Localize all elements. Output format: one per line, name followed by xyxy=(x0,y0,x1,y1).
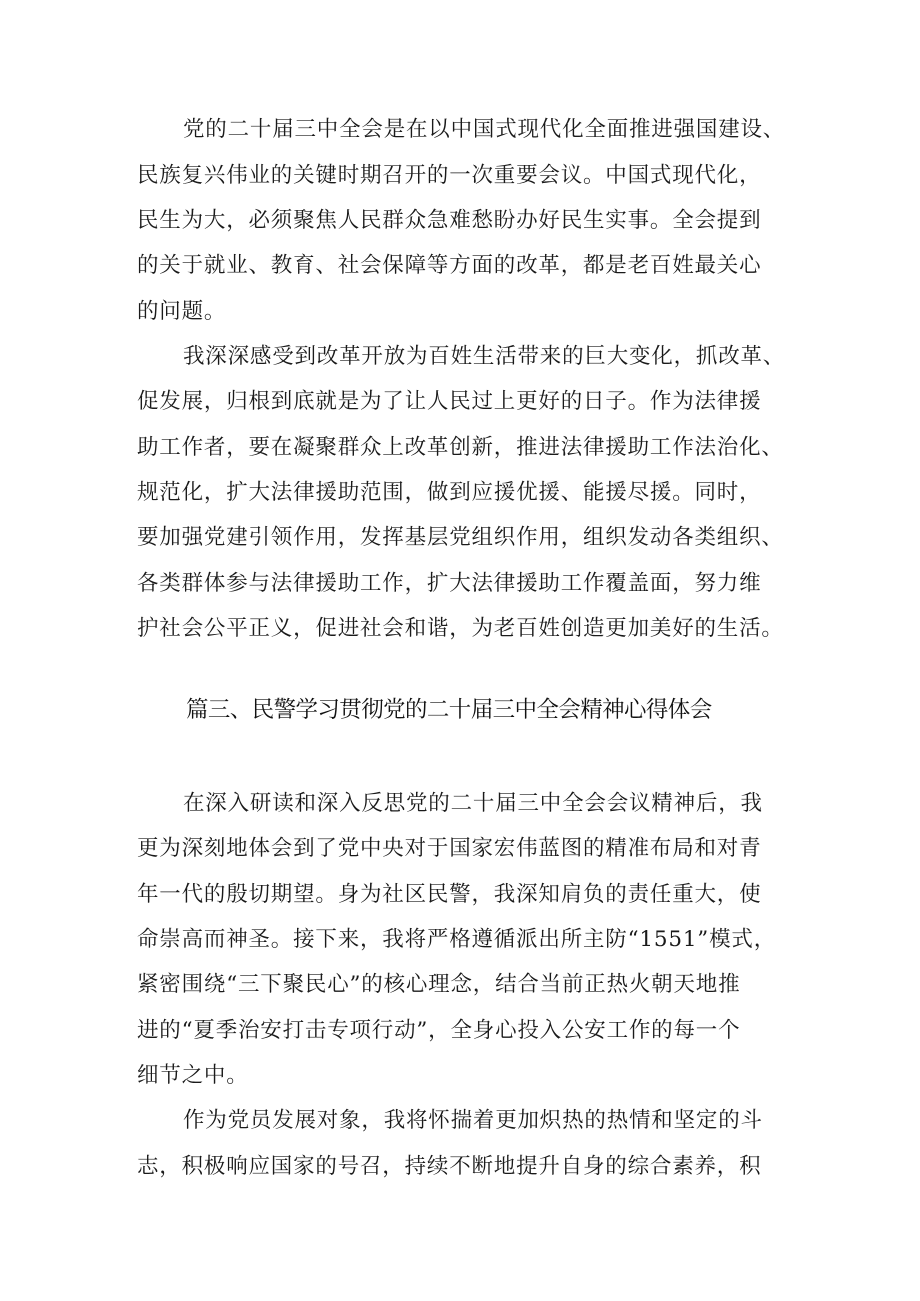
paragraph-line: 规范化，扩大法律援助范围，做到应援优援、能援尽援。同时， xyxy=(137,480,762,505)
paragraph-line: 护社会公平正义，促进社会和谐，为老百姓创造更加美好的生活。 xyxy=(137,616,784,641)
paragraph-line: 作为党员发展对象，我将怀揣着更加炽热的热情和坚定的斗 xyxy=(183,1108,763,1133)
paragraph-line: 民族复兴伟业的关键时期召开的一次重要会议。中国式现代化， xyxy=(137,163,762,188)
paragraph-line: 我深深感受到改革开放为百姓生活带来的巨大变化，抓改革、 xyxy=(183,344,786,369)
paragraph-line: 更为深刻地体会到了党中央对于国家宏伟蓝图的精准布局和对青 xyxy=(137,836,762,861)
paragraph-line: 年一代的殷切期望。身为社区民警，我深知肩负的责任重大，使 xyxy=(137,882,762,907)
paragraph-line: 促发展，归根到底就是为了让人民过上更好的日子。作为法律援 xyxy=(137,389,762,414)
paragraph-line: 党的二十届三中全会是在以中国式现代化全面推进强国建设、 xyxy=(183,117,786,142)
paragraph-line: 紧密围绕“三下聚民心”的核心理念，结合当前正热火朝天地推 xyxy=(137,972,741,997)
paragraph-line: 的关于就业、教育、社会保障等方面的改革，都是老百姓最关心 xyxy=(137,253,762,278)
paragraph-line: 各类群体参与法律援助工作，扩大法律援助工作覆盖面，努力维 xyxy=(137,571,762,596)
paragraph-line: 民生为大，必须聚焦人民群众急难愁盼办好民生实事。全会提到 xyxy=(137,208,762,233)
section-heading: 篇三、民警学习贯彻党的二十届三中全会精神心得体会 xyxy=(186,697,712,723)
paragraph-line: 要加强党建引领作用，发挥基层党组织作用，组织发动各类组织、 xyxy=(137,525,784,550)
paragraph-line: 命崇高而神圣。接下来，我将严格遵循派出所主防“1551”模式， xyxy=(137,927,777,952)
paragraph-line: 助工作者，要在凝聚群众上改革创新，推进法律援助工作法治化、 xyxy=(137,435,784,460)
paragraph-line: 细节之中。 xyxy=(137,1063,249,1088)
paragraph-line: 在深入研读和深入反思党的二十届三中全会会议精神后，我 xyxy=(183,791,763,816)
paragraph-line: 进的“夏季治安打击专项行动”，全身心投入公安工作的每一个 xyxy=(137,1018,741,1043)
paragraph-line: 的问题。 xyxy=(137,299,227,324)
paragraph-line: 志，积极响应国家的号召，持续不断地提升自身的综合素养，积 xyxy=(137,1154,762,1179)
